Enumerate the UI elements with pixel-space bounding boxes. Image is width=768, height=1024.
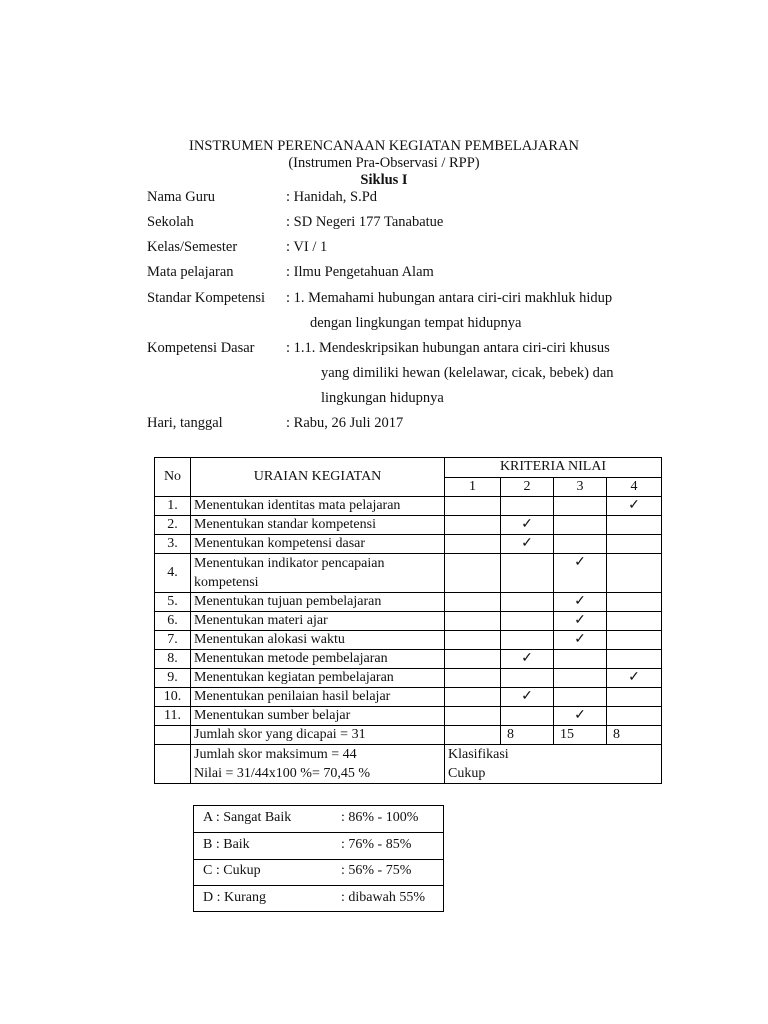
row-number: 11. (155, 707, 191, 726)
row-number: 4. (155, 554, 191, 593)
table-row (155, 669, 662, 688)
score-cell-2 (501, 554, 554, 593)
total-score-3: 15 (554, 726, 607, 745)
row-number: 1. (155, 497, 191, 516)
row-activity (191, 554, 445, 593)
score-cell-4 (607, 612, 662, 631)
header-score-3: 3 (554, 477, 607, 497)
header-criteria: KRITERIA NILAI (445, 458, 662, 478)
score-cell-1 (445, 554, 501, 593)
info-value-basic-competence-cont2: lingkungan hidupnya (321, 390, 444, 406)
score-cell-1 (445, 650, 501, 669)
info-value-class: : VI / 1 (286, 239, 328, 255)
info-value-school: : SD Negeri 177 Tanabatue (286, 214, 444, 230)
score-cell-4 (607, 516, 662, 535)
info-label-class: Kelas/Semester (147, 239, 238, 255)
legend-divider (193, 859, 444, 860)
table-row (155, 650, 662, 669)
row-number: 6. (155, 612, 191, 631)
info-value-teacher: : Hanidah, S.Pd (286, 189, 378, 205)
score-cell-1 (445, 535, 501, 554)
header-score-2: 2 (501, 477, 554, 497)
score-cell-4 (607, 650, 662, 669)
row-number: 7. (155, 631, 191, 650)
cycle-label: Siklus I (360, 172, 408, 188)
info-value-date: : Rabu, 26 Juli 2017 (286, 415, 404, 431)
max-score-label: Jumlah skor maksimum = 44 (191, 745, 445, 765)
legend-divider (193, 885, 444, 886)
check-icon: ✓ (628, 670, 640, 685)
legend-grade: A : Sangat Baik (203, 810, 292, 825)
classification-cell (445, 745, 662, 784)
info-value-standard-cont: dengan lingkungan tempat hidupnya (310, 315, 522, 331)
row-activity: Menentukan standar kompetensi (191, 516, 445, 535)
score-cell-2 (501, 669, 554, 688)
score-cell-4 (607, 707, 662, 726)
score-cell-1 (445, 516, 501, 535)
row-number: 9. (155, 669, 191, 688)
total-no-cell (155, 726, 191, 745)
row-number: 8. (155, 650, 191, 669)
row-activity-line2: kompetensi (194, 575, 259, 590)
check-icon: ✓ (521, 651, 533, 666)
info-label-subject: Mata pelajaran (147, 264, 234, 280)
row-activity: Menentukan tujuan pembelajaran (191, 593, 445, 612)
check-icon: ✓ (574, 555, 586, 570)
legend-grade: B : Baik (203, 837, 250, 852)
score-cell-2 (501, 631, 554, 650)
table-row (155, 688, 662, 707)
row-number: 2. (155, 516, 191, 535)
total-score-1 (445, 726, 501, 745)
row-activity: Menentukan kompetensi dasar (191, 535, 445, 554)
score-cell-2 (501, 707, 554, 726)
summary-no-cell (155, 745, 191, 784)
classification-label: Klasifikasi (448, 747, 509, 762)
check-icon: ✓ (628, 498, 640, 513)
legend-range: : 76% - 85% (341, 837, 412, 852)
check-icon: ✓ (521, 689, 533, 704)
score-cell-1 (445, 593, 501, 612)
score-cell-3 (554, 707, 607, 726)
info-value-subject: : Ilmu Pengetahuan Alam (286, 264, 434, 280)
table-row (155, 535, 662, 554)
score-cell-3 (554, 535, 607, 554)
score-cell-2 (501, 497, 554, 516)
check-icon: ✓ (574, 613, 586, 628)
info-label-teacher: Nama Guru (147, 189, 216, 205)
row-activity: Menentukan penilaian hasil belajar (191, 688, 445, 707)
score-cell-3 (554, 612, 607, 631)
row-activity: Menentukan identitas mata pelajaran (191, 497, 445, 516)
table-row (155, 593, 662, 612)
info-value-standard: : 1. Memahami hubungan antara ciri-ciri makhluk hidup (286, 290, 613, 306)
info-label-basic-competence: Kompetensi Dasar (147, 340, 255, 356)
info-value-basic-competence-cont1: yang dimiliki hewan (kelelawar, cicak, bebek) dan (321, 365, 614, 381)
check-icon: ✓ (574, 708, 586, 723)
score-cell-3 (554, 650, 607, 669)
row-activity-line1: Menentukan indikator pencapaian (194, 556, 385, 571)
header-no: No (155, 458, 191, 497)
table-row (155, 612, 662, 631)
score-cell-1 (445, 631, 501, 650)
score-cell-4 (607, 497, 662, 516)
score-cell-3 (554, 631, 607, 650)
info-value-basic-competence: : 1.1. Mendeskripsikan hubungan antara ciri-ciri khusus (286, 340, 610, 356)
score-cell-3 (554, 688, 607, 707)
score-cell-3 (554, 593, 607, 612)
assessment-table (154, 457, 662, 784)
total-score-2: 8 (501, 726, 554, 745)
table-row (155, 631, 662, 650)
row-number: 10. (155, 688, 191, 707)
row-activity: Menentukan materi ajar (191, 612, 445, 631)
score-cell-4 (607, 593, 662, 612)
info-label-standard: Standar Kompetensi (147, 290, 265, 306)
table-row (155, 516, 662, 535)
legend-grade: C : Cukup (203, 863, 261, 878)
classification-value: Cukup (448, 766, 486, 781)
row-activity: Menentukan alokasi waktu (191, 631, 445, 650)
legend-divider (193, 832, 444, 833)
score-cell-2 (501, 650, 554, 669)
legend-grade: D : Kurang (203, 890, 266, 905)
table-row (155, 554, 662, 593)
header-score-4: 4 (607, 477, 662, 497)
total-score-4: 8 (607, 726, 662, 745)
score-cell-4 (607, 688, 662, 707)
score-cell-3 (554, 516, 607, 535)
row-activity: Menentukan metode pembelajaran (191, 650, 445, 669)
table-row (155, 497, 662, 516)
score-cell-2 (501, 535, 554, 554)
header-activity: URAIAN KEGIATAN (191, 458, 445, 497)
check-icon: ✓ (574, 594, 586, 609)
document-subtitle: (Instrumen Pra-Observasi / RPP) (288, 155, 480, 171)
score-cell-1 (445, 497, 501, 516)
info-label-school: Sekolah (147, 214, 194, 230)
score-cell-1 (445, 688, 501, 707)
score-cell-4 (607, 535, 662, 554)
score-cell-1 (445, 707, 501, 726)
check-icon: ✓ (521, 536, 533, 551)
score-cell-2 (501, 516, 554, 535)
score-cell-2 (501, 612, 554, 631)
document-title: INSTRUMEN PERENCANAAN KEGIATAN PEMBELAJARAN (189, 138, 579, 154)
row-activity: Menentukan sumber belajar (191, 707, 445, 726)
score-cell-4 (607, 631, 662, 650)
legend-range: : dibawah 55% (341, 890, 425, 905)
total-label: Jumlah skor yang dicapai = 31 (191, 726, 445, 745)
score-cell-3 (554, 497, 607, 516)
check-icon: ✓ (574, 632, 586, 647)
legend-range: : 56% - 75% (341, 863, 412, 878)
row-activity: Menentukan kegiatan pembelajaran (191, 669, 445, 688)
check-icon: ✓ (521, 517, 533, 532)
score-cell-1 (445, 612, 501, 631)
score-cell-2 (501, 688, 554, 707)
score-cell-3 (554, 669, 607, 688)
score-cell-3 (554, 554, 607, 593)
score-cell-1 (445, 669, 501, 688)
score-cell-4 (607, 554, 662, 593)
legend-range: : 86% - 100% (341, 810, 419, 825)
row-number: 5. (155, 593, 191, 612)
nilai-label: Nilai = 31/44x100 %= 70,45 % (191, 764, 445, 784)
table-row (155, 707, 662, 726)
score-cell-2 (501, 593, 554, 612)
row-number: 3. (155, 535, 191, 554)
info-label-date: Hari, tanggal (147, 415, 223, 431)
header-score-1: 1 (445, 477, 501, 497)
score-cell-4 (607, 669, 662, 688)
